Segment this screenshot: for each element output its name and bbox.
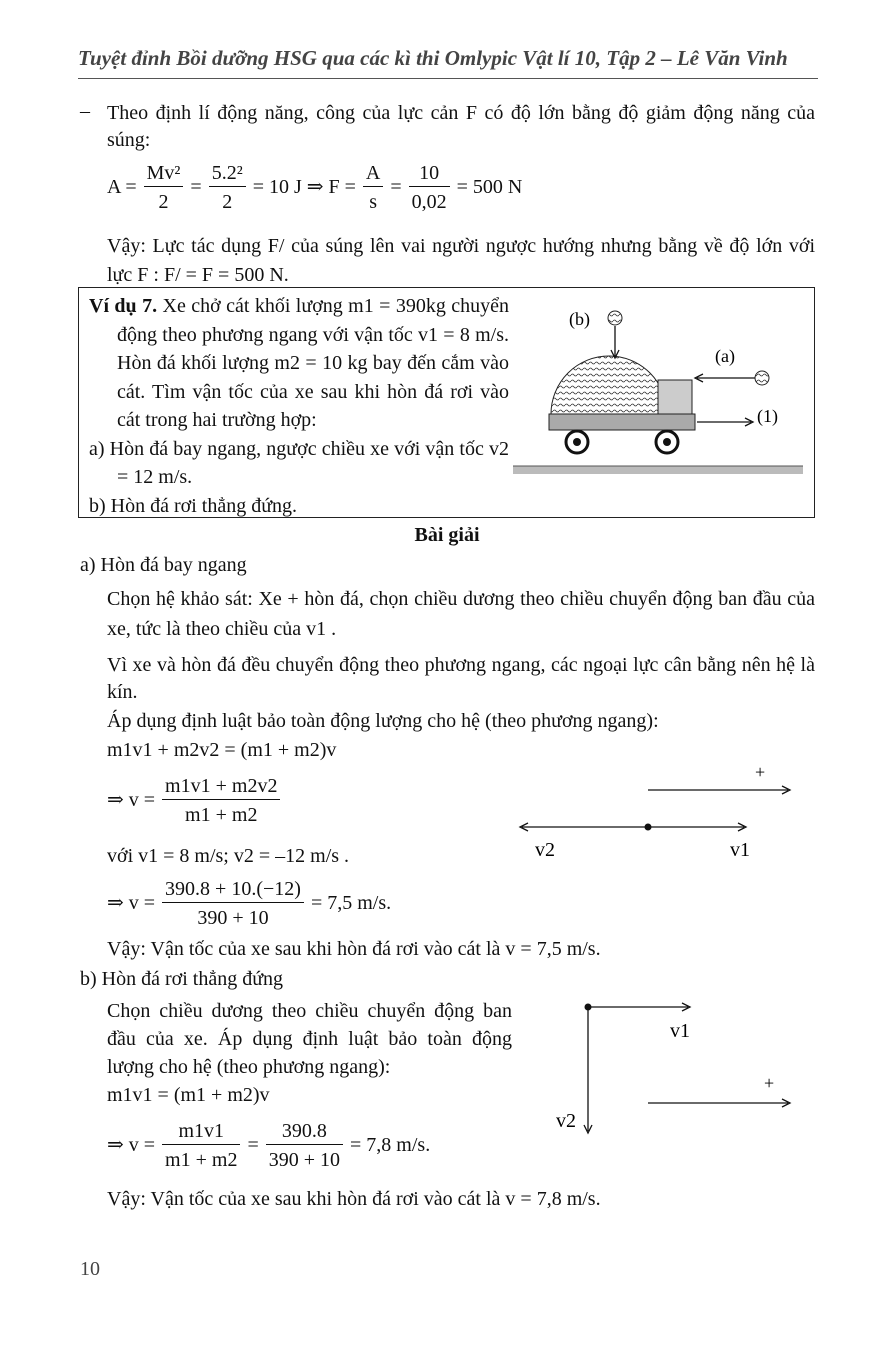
frac-num: 390.8 + 10.(−12): [162, 876, 304, 903]
implies-v: ⇒ v =: [107, 892, 156, 914]
part-b-title: b) Hòn đá rơi thẳng đứng: [80, 968, 284, 990]
intro-line: Theo định lí động năng, công của lực cản F có độ lớn bằng độ giảm động năng của súng:: [107, 102, 815, 151]
part-a-paragraph-2: Vì xe và hòn đá đều chuyển động theo phương ngang, các ngoại lực cân bằng nên hệ là kín.: [107, 654, 815, 703]
fig-label-1: (1): [757, 406, 778, 426]
sand-pile: [551, 356, 667, 414]
frac-num: m1v1 + m2v2: [162, 773, 280, 800]
equals-sign: =: [247, 1134, 259, 1156]
v2-label: v2: [556, 1110, 576, 1132]
implies-v: ⇒ v =: [107, 1134, 156, 1156]
part-a-paragraph-3: Áp dụng định luật bảo toàn động lượng cho hệ (theo phương ngang):: [107, 710, 659, 732]
intro-dash: –: [80, 100, 90, 122]
example-label: Ví dụ 7.: [89, 295, 158, 317]
formula-a-label: A =: [107, 176, 137, 199]
fraction-numeric: [409, 160, 450, 217]
v1-label: v1: [730, 839, 750, 860]
frac-num: A: [363, 160, 383, 187]
implies-v: ⇒ v =: [107, 789, 156, 811]
formula-result: = 500 N: [456, 176, 523, 199]
frac-den: 390 + 10: [268, 1148, 341, 1171]
fraction-momentum-b: [162, 1118, 240, 1175]
example-statement: [89, 292, 509, 435]
vector-diagram-a: [510, 760, 810, 860]
intro-formula: [107, 160, 522, 217]
example-text-block: [89, 292, 509, 520]
header-divider: [78, 78, 818, 79]
example-item-a: a) Hòn đá bay ngang, ngược chiều xe với vận tốc v2 = 12 m/s.: [89, 437, 509, 488]
frac-num: Mv²: [144, 160, 184, 187]
frac-den: 2: [222, 191, 233, 213]
frac-den: 390 + 10: [197, 906, 269, 929]
stone-b-icon: [608, 311, 622, 325]
fraction-a-over-s: [363, 160, 383, 217]
part-b-conclusion: Vậy: Vận tốc của xe sau khi hòn đá rơi vào cát là v = 7,8 m/s.: [107, 1188, 601, 1210]
result-a: = 7,5 m/s.: [310, 892, 392, 914]
equals-sign: =: [190, 176, 202, 199]
part-a-conclusion: Vậy: Vận tốc của xe sau khi hòn đá rơi vào cát là v = 7,5 m/s.: [107, 938, 601, 960]
fig-label-b: (b): [569, 309, 590, 329]
part-b-paragraph: Chọn chiều dương theo chiều chuyển động ban đầu của xe. Áp dụng định luật bảo toàn động lượng cho hệ (theo phương ngang):: [107, 1000, 512, 1078]
frac-den: m1 + m2: [185, 803, 258, 826]
part-a-title: a) Hòn đá bay ngang: [80, 554, 247, 576]
frac-den: s: [369, 191, 378, 213]
plus-sign: +: [755, 762, 766, 782]
running-header: Tuyệt đỉnh Bồi dưỡng HSG qua các kì thi Omlypic Vật lí 10, Tập 2 – Lê Văn Vinh: [78, 46, 788, 70]
wheel-hub: [573, 438, 581, 446]
fraction-momentum: [162, 773, 280, 830]
frac-den: 2: [158, 191, 169, 213]
frac-den: m1 + m2: [165, 1148, 238, 1171]
origin-dot: [645, 824, 652, 831]
vector-diagram-b: [550, 995, 810, 1145]
page-number: 10: [80, 1258, 100, 1280]
frac-num: 5.2²: [209, 160, 246, 187]
frac-num: m1v1: [162, 1118, 240, 1145]
plus-sign: +: [764, 1073, 775, 1093]
formula-middle: = 10 J ⇒ F =: [252, 176, 356, 199]
fig-label-a: (a): [715, 346, 735, 366]
result-b: = 7,8 m/s.: [350, 1134, 431, 1156]
part-a-paragraph-1: Chọn hệ khảo sát: Xe + hòn đá, chọn chiều dương theo chiều chuyển động ban đầu của xe, tức là theo chiều của v1 .: [107, 588, 815, 640]
part-a-equation-1: m1v1 + m2v2 = (m1 + m2)v: [107, 739, 337, 761]
fraction-mv2: [144, 160, 184, 217]
part-a-given: với v1 = 8 m/s; v2 = –12 m/s .: [107, 845, 350, 867]
solution-title: Bài giải: [414, 524, 480, 546]
frac-num: 390.8: [266, 1118, 343, 1145]
part-a-equation-2: [107, 770, 282, 830]
v1-label: v1: [670, 1020, 690, 1042]
part-a-equation-3: [107, 873, 391, 933]
frac-num: 10: [409, 160, 450, 187]
example-body: Xe chở cát khối lượng m1 = 390kg chuyển động theo phương ngang với vận tốc v1 = 8 m/s. Hòn đá khối lượng m2 = 10 kg bay đến cắm vào cát. Tìm vận tốc của xe sau khi hòn đá rơi vào cát trong hai trường hợp:: [117, 295, 510, 431]
stone-a-icon: [755, 371, 769, 385]
part-b-equation-1: m1v1 = (m1 + m2)v: [107, 1084, 270, 1106]
wheel-hub: [663, 438, 671, 446]
equals-sign: =: [390, 176, 402, 199]
fraction-numeric-a: [162, 876, 304, 933]
v2-label: v2: [535, 839, 555, 860]
intro-conclusion: Vậy: Lực tác dụng F/ của súng lên vai người ngược hướng nhưng bằng về độ lớn với lực F : F/ = F = 500 N.: [107, 235, 815, 286]
frac-den: 0,02: [411, 191, 447, 213]
cart-cab: [658, 380, 692, 414]
ground: [513, 466, 803, 474]
part-b-equation-2: [107, 1115, 430, 1175]
fraction-numeric-b: [266, 1118, 343, 1175]
example-box: [78, 287, 815, 518]
fraction-values: [209, 160, 246, 217]
cart-figure: [511, 294, 811, 494]
cart-body: [549, 414, 695, 430]
example-item-b: b) Hòn đá rơi thẳng đứng.: [89, 494, 298, 517]
